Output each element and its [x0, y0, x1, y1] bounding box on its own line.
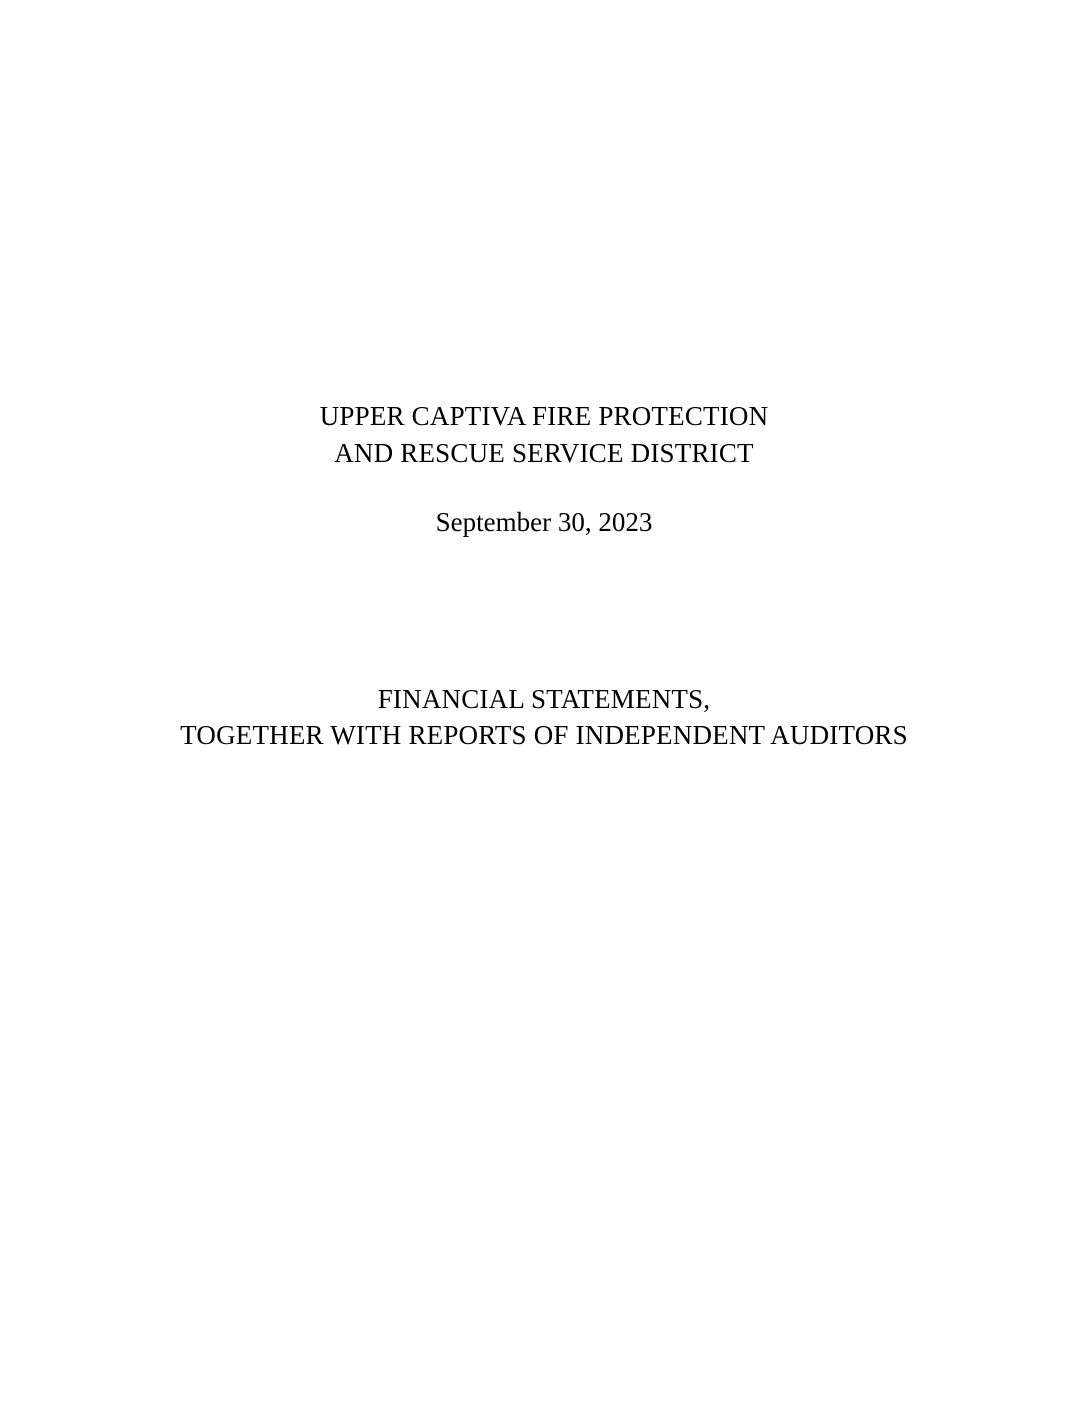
document-subtitle-line2: TOGETHER WITH REPORTS OF INDEPENDENT AUDITORS: [180, 720, 908, 750]
document-title-line1: UPPER CAPTIVA FIRE PROTECTION: [319, 401, 769, 431]
document-title: [0, 398, 1088, 472]
document-subtitle: [0, 681, 1088, 753]
document-subtitle-line1: FINANCIAL STATEMENTS,: [377, 684, 711, 714]
document-date: September 30, 2023: [435, 507, 653, 537]
document-title-line2: AND RESCUE SERVICE DISTRICT: [334, 438, 754, 468]
